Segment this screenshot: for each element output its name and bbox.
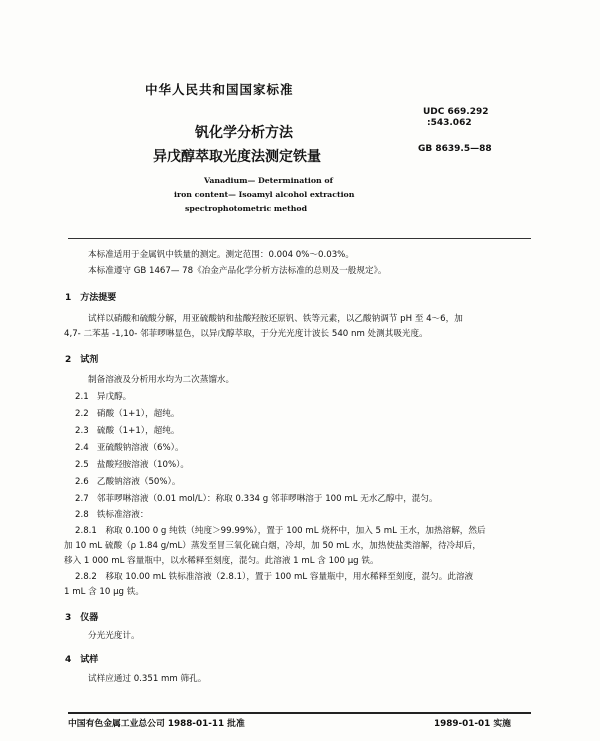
reagent-text: 乙酸钠溶液（50%）。 [96, 477, 181, 487]
reagent-text: 硫酸（1+1），超纯。 [96, 426, 180, 436]
section-2-intro: 制备溶液及分析用水均为二次蒸馏水。 [88, 375, 235, 385]
reagent-text: 异戊醇。 [96, 392, 132, 402]
title-en-line-1: Vanadium— Determination of [204, 176, 333, 185]
reagent-num: 2.3 [75, 426, 89, 436]
implementation-date: 1989-01-01 实施 [434, 719, 511, 729]
section-4-heading: 4 试样 [65, 655, 99, 665]
reagent-item [75, 443, 184, 454]
reagent-item [75, 460, 189, 471]
section-3-heading: 3 仪器 [65, 613, 99, 623]
reagent-item [75, 494, 438, 505]
section-2-8-1-line-1: 2.8.1 称取 0.100 0 g 纯铁（纯度＞99.99%），置于 100 mL 烧杯中，加入 5 mL 王水，加热溶解，然后 [75, 526, 486, 536]
reagent-text: 铁标准溶液： [96, 510, 149, 520]
udc-code [423, 107, 489, 129]
reagent-num: 2.7 [75, 494, 89, 504]
reagent-item [75, 477, 180, 488]
section-4-text: 试样应通过 0.351 mm 筛孔。 [88, 674, 207, 684]
section-1-line-1: 试样以硝酸和硫酸分解，用亚硫酸钠和盐酸羟胺还原钒、铁等元素，以乙酸钠调节 pH 至 4～6，加 [88, 314, 463, 324]
title-cn-line-1: 钒化学分析方法 [195, 125, 293, 141]
reagent-text: 盐酸羟胺溶液（10%）。 [96, 460, 190, 470]
footer-rule [68, 712, 531, 714]
title-en-line-3: spectrophotometric method [185, 204, 308, 213]
section-2-8-1-line-2: 加 10 mL 硫酸（ρ 1.84 g/mL）蒸发至冒三氧化硫白烟，冷却，加 50 mL 水，加热使盐类溶解，待冷却后， [64, 541, 481, 551]
section-2-8-1-line-3: 移入 1 000 mL 容量瓶中，以水稀释至刻度，混匀。此溶液 1 mL 含 100 μg 铁。 [64, 556, 379, 566]
reagent-num: 2.4 [75, 443, 89, 453]
section-2-heading: 2 试剂 [65, 355, 99, 365]
reagent-num: 2.8 [75, 510, 89, 520]
section-1-heading: 1 方法提要 [65, 293, 117, 303]
title-en-line-2: iron content— Isoamyl alcohol extraction [174, 190, 355, 199]
standard-org: 中华人民共和国国家标准 [145, 82, 294, 97]
approval-info: 中国有色金属工业总公司 1988-01-11 批准 [68, 719, 245, 729]
section-3-text: 分光光度计。 [88, 631, 140, 641]
reagent-text: 硝酸（1+1），超纯。 [96, 409, 180, 419]
reagent-num: 2.5 [75, 460, 89, 470]
intro-line-2: 本标准遵守 GB 1467— 78《冶金产品化学分析方法标准的总则及一般规定》。 [88, 266, 387, 276]
intro-line-1: 本标准适用于金属钒中铁量的测定。测定范围：0.004 0%～0.03%。 [88, 250, 354, 260]
reagent-item [75, 409, 179, 420]
udc-line-1: UDC 669.292 [423, 107, 489, 117]
reagent-num: 2.6 [75, 477, 89, 487]
title-cn-line-2: 异戊醇萃取光度法测定铁量 [153, 149, 321, 165]
reagent-num: 2.1 [75, 392, 89, 402]
section-2-8-2-line-1: 2.8.2 移取 10.00 mL 铁标准溶液（2.8.1），置于 100 mL 容量瓶中，用水稀释至刻度，混匀。此溶液 [75, 572, 474, 582]
reagent-text: 邻菲啰啉溶液（0.01 mol/L）：称取 0.334 g 邻菲啰啉溶于 100 mL 无水乙醇中，混匀。 [96, 494, 438, 504]
reagent-item [75, 426, 179, 437]
section-2-8-2-line-2: 1 mL 含 10 μg 铁。 [64, 587, 144, 597]
reagent-num: 2.2 [75, 409, 89, 419]
gb-number: GB 8639.5—88 [418, 144, 492, 154]
header-rule [68, 238, 531, 239]
reagent-item [75, 392, 131, 403]
reagent-item [75, 510, 148, 521]
reagent-text: 亚硫酸钠溶液（6%）。 [96, 443, 184, 453]
section-1-line-2: 4,7- 二苯基 -1,10- 邻菲啰啉显色，以异戊醇萃取，于分光光度计波长 540 nm 处测其吸光度。 [64, 329, 428, 339]
udc-line-2: :543.062 [427, 118, 472, 128]
